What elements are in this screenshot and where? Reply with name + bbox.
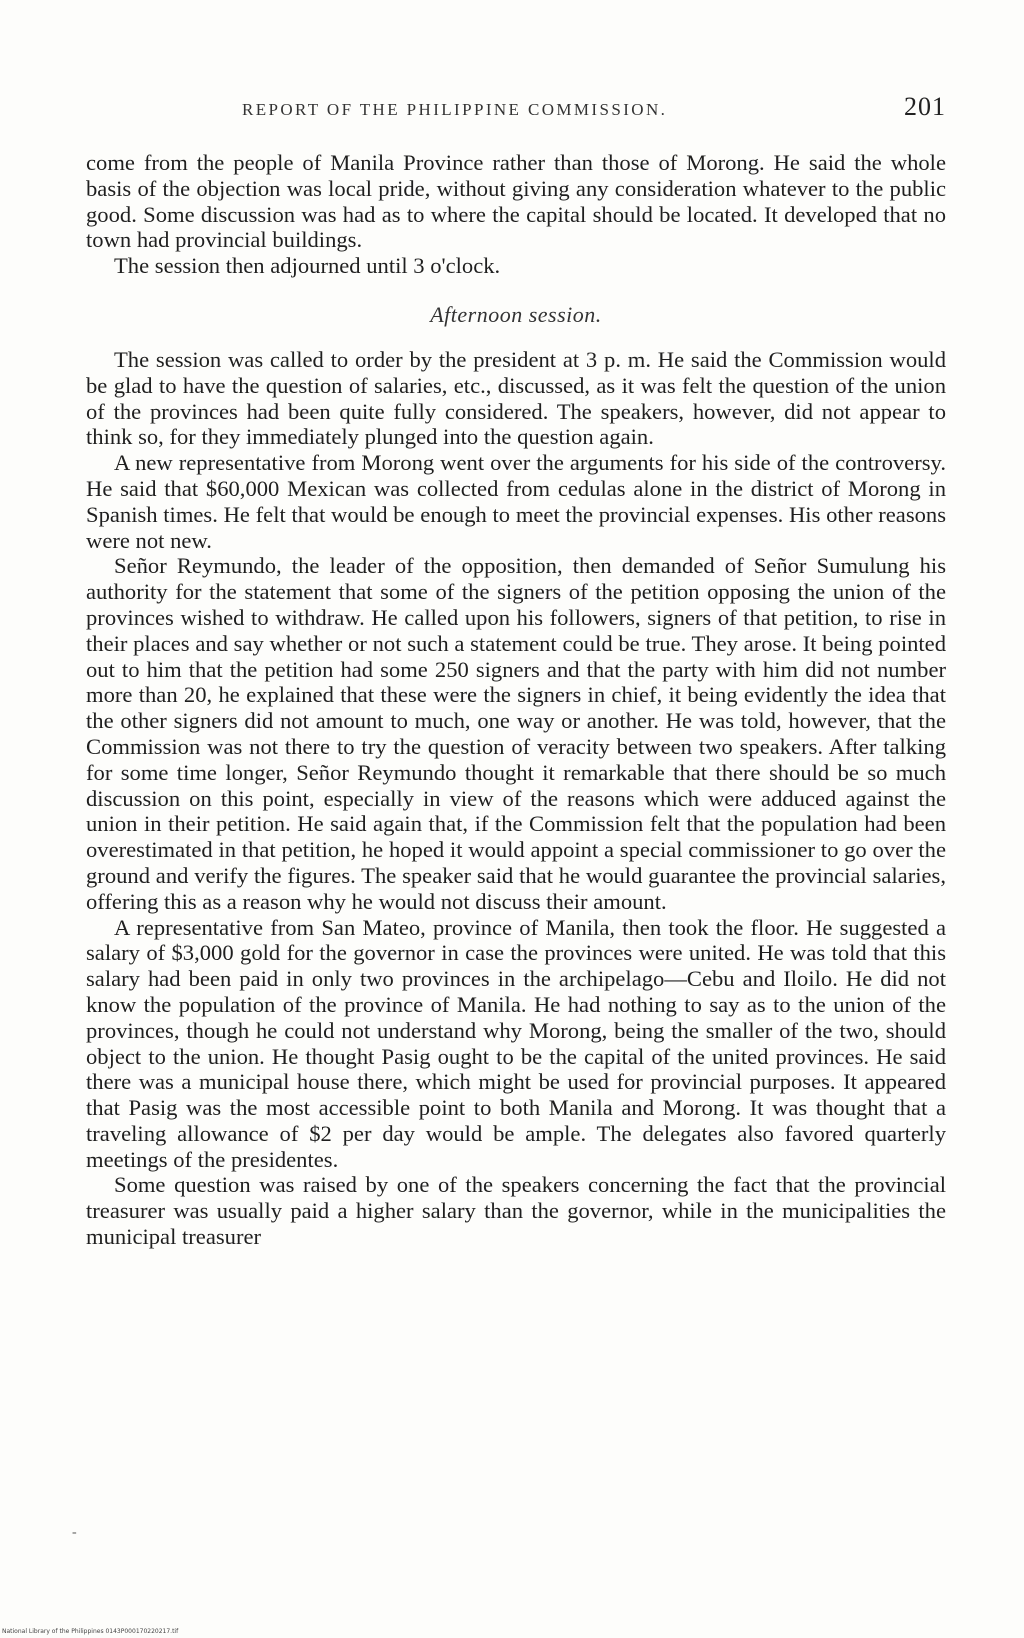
paragraph-continuation: come from the people of Manila Province rather than those of Morong. He said the whole basis of the objection was local pride, without giving any consideration whatever to the public good. Some discussion was had as to where the capital should be located. It developed that no town had provincial buildings.: [86, 150, 946, 253]
paragraph-adjournment: The session then adjourned until 3 o'clock.: [114, 253, 501, 279]
section-heading: Afternoon session.: [430, 301, 602, 327]
scan-footer: National Library of the Philippines 0143P000170220217.tif: [2, 1628, 179, 1635]
paragraph-senor-reymundo: Señor Reymundo, the leader of the opposition, then demanded of Señor Sumulung his authority for the statement that some of the signers of the petition opposing the union of the provinces wished to withdraw. He called upon his followers, signers of that petition, to rise in their places and say whether or not such a statement could be true. They arose. It being pointed out to him that the petition had some 250 signers and that the party with him did not number more than 20, he explained that these were the signers in chief, it being evidently the idea that the other signers did not amount to much, one way or another. He was told, however, that the Commission was not there to try the question of veracity between two speakers. After talking for some time longer, Señor Reymundo thought it remarkable that there should be so much discussion on this point, especially in view of the reasons which were adduced against the union in their petition. He said again that, if the Commission felt that the population had been overestimated in that petition, he hoped it would appoint a special commissioner to go over the ground and verify the figures. The speaker said that he would guarantee the provincial salaries, offering this as a reason why he would not discuss their amount.: [86, 553, 946, 914]
paragraph-san-mateo: A representative from San Mateo, province of Manila, then took the floor. He suggested a salary of $3,000 gold for the governor in case the provinces were united. He was told that this salary had been paid in only two provinces in the archipelago—Cebu and Iloilo. He did not know the population of the province of Manila. He had nothing to say as to the union of the provinces, though he could not understand why Morong, being the smaller of the two, should object to the union. He thought Pasig ought to be the capital of the united provinces. He said there was a municipal house there, which might be used for provincial purposes. It appeared that Pasig was the most accessible point to both Manila and Morong. It was thought that a traveling allowance of $2 per day would be ample. The delegates also favored quarterly meetings of the presidentes.: [86, 914, 946, 1172]
paragraph-treasurer-question: Some question was raised by one of the speakers concerning the fact that the provincial treasurer was usually paid a higher salary than the governor, while in the municipalities the municipal treasurer: [86, 1172, 946, 1250]
body-text: [86, 150, 946, 1250]
running-title: REPORT OF THE PHILIPPINE COMMISSION.: [242, 100, 668, 119]
margin-mark: -: [72, 1525, 77, 1540]
paragraph-session-called: The session was called to order by the president at 3 p. m. He said the Commission would be glad to have the question of salaries, etc., discussed, as it was felt the question of the union of the provinces had been quite fully considered. The speakers, however, did not appear to think so, for they immediately plunged into the question again.: [86, 346, 946, 450]
paragraph-morong-representative: A new representative from Morong went over the arguments for his side of the controversy. He said that $60,000 Mexican was collected from cedulas alone in the district of Morong in Spanish times. He felt that would be enough to meet the provincial expenses. His other reasons were not new.: [86, 450, 946, 553]
page-number: 201: [904, 92, 946, 121]
running-head: [86, 92, 946, 126]
